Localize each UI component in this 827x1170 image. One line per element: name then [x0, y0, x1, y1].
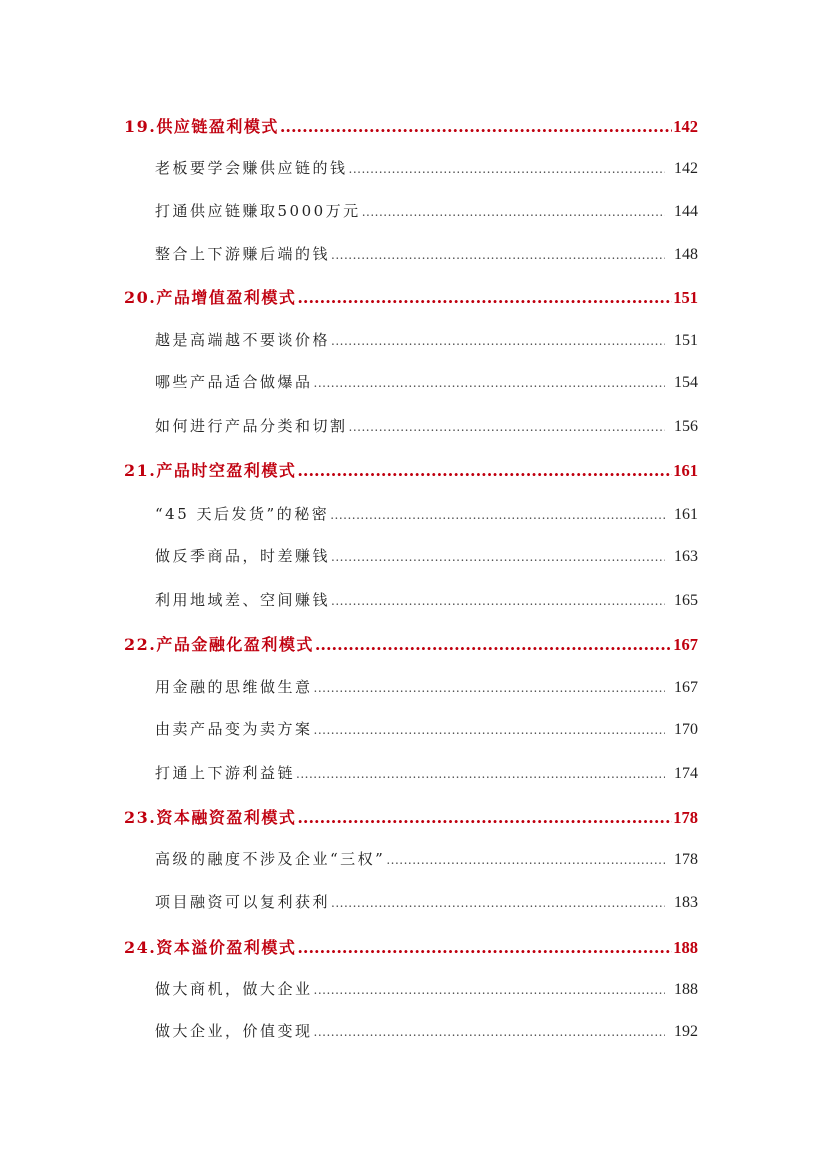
section-page-number: 148 — [674, 246, 698, 263]
chapter-page-number: 188 — [673, 938, 698, 957]
dot-leader — [331, 248, 665, 262]
section-title: 哪些产品适合做爆品 — [155, 373, 313, 391]
section-title: 项目融资可以复利获利 — [155, 893, 331, 911]
chapter-page-number: 161 — [673, 461, 698, 480]
dot-leader — [315, 635, 672, 654]
section-page-number: 165 — [674, 592, 698, 609]
toc-section-entry[interactable] — [155, 891, 698, 912]
dot-leader — [297, 461, 672, 480]
toc-section-entry[interactable] — [155, 371, 698, 392]
dot-leader — [349, 420, 665, 434]
toc-chapter-entry[interactable] — [124, 285, 698, 308]
section-page-number: 170 — [674, 721, 698, 738]
section-title: “45 天后发货”的秘密 — [155, 505, 330, 523]
toc-section-entry[interactable] — [155, 200, 698, 221]
dot-leader — [314, 723, 665, 737]
section-title: 打通上下游利益链 — [155, 764, 296, 782]
dot-leader — [386, 853, 665, 867]
dot-leader — [314, 376, 665, 390]
section-page-number: 167 — [674, 679, 698, 696]
chapter-title: 23.资本融资盈利模式 — [124, 808, 297, 827]
section-page-number: 161 — [674, 506, 698, 523]
toc-section-entry[interactable] — [155, 848, 698, 869]
section-title: 由卖产品变为卖方案 — [155, 720, 313, 738]
toc-section-entry[interactable] — [155, 545, 698, 566]
chapter-title: 20.产品增值盈利模式 — [124, 288, 297, 307]
section-page-number: 154 — [674, 374, 698, 391]
toc-section-entry[interactable] — [155, 329, 698, 350]
chapter-page-number: 142 — [673, 117, 698, 136]
toc-section-entry[interactable] — [155, 503, 698, 524]
section-title: 整合上下游赚后端的钱 — [155, 245, 331, 263]
dot-leader — [297, 288, 672, 307]
dot-leader — [314, 681, 665, 695]
dot-leader — [331, 896, 665, 910]
section-title: 做大企业，价值变现 — [155, 1022, 313, 1040]
section-title: 用金融的思维做生意 — [155, 678, 313, 696]
section-page-number: 151 — [674, 332, 698, 349]
section-title: 老板要学会赚供应链的钱 — [155, 159, 348, 177]
section-title: 如何进行产品分类和切割 — [155, 417, 348, 435]
dot-leader — [314, 1025, 665, 1039]
toc-chapter-entry[interactable] — [124, 935, 698, 958]
chapter-page-number: 178 — [673, 808, 698, 827]
dot-leader — [331, 334, 665, 348]
section-page-number: 163 — [674, 548, 698, 565]
toc-chapter-entry[interactable] — [124, 458, 698, 481]
section-page-number: 183 — [674, 894, 698, 911]
dot-leader — [297, 808, 672, 827]
dot-leader — [280, 117, 672, 136]
section-page-number: 188 — [674, 981, 698, 998]
chapter-title: 19.供应链盈利模式 — [124, 117, 279, 136]
chapter-title: 21.产品时空盈利模式 — [124, 461, 297, 480]
dot-leader — [314, 983, 665, 997]
dot-leader — [296, 767, 665, 781]
dot-leader — [362, 205, 665, 219]
toc-section-entry[interactable] — [155, 978, 698, 999]
toc-section-entry[interactable] — [155, 243, 698, 264]
section-title: 利用地域差、空间赚钱 — [155, 591, 331, 609]
section-page-number: 144 — [674, 203, 698, 220]
section-title: 做大商机，做大企业 — [155, 980, 313, 998]
toc-chapter-entry[interactable] — [124, 805, 698, 828]
toc-section-entry[interactable] — [155, 589, 698, 610]
toc-section-entry[interactable] — [155, 157, 698, 178]
chapter-page-number: 167 — [673, 635, 698, 654]
section-page-number: 174 — [674, 765, 698, 782]
dot-leader — [331, 594, 665, 608]
toc-chapter-entry[interactable] — [124, 632, 698, 655]
toc-section-entry[interactable] — [155, 676, 698, 697]
toc-section-entry[interactable] — [155, 415, 698, 436]
chapter-page-number: 151 — [673, 288, 698, 307]
dot-leader — [297, 938, 672, 957]
section-title: 越是高端越不要谈价格 — [155, 331, 331, 349]
section-page-number: 142 — [674, 160, 698, 177]
toc-chapter-entry[interactable] — [124, 114, 698, 137]
section-page-number: 156 — [674, 418, 698, 435]
toc-section-entry[interactable] — [155, 762, 698, 783]
toc-section-entry[interactable] — [155, 1020, 698, 1041]
section-title: 打通供应链赚取5000万元 — [155, 202, 361, 220]
section-page-number: 178 — [674, 851, 698, 868]
section-title: 高级的融度不涉及企业“三权” — [155, 850, 386, 868]
section-title: 做反季商品，时差赚钱 — [155, 547, 331, 565]
toc-section-entry[interactable] — [155, 718, 698, 739]
dot-leader — [349, 162, 665, 176]
dot-leader — [331, 550, 665, 564]
section-page-number: 192 — [674, 1023, 698, 1040]
dot-leader — [330, 508, 665, 522]
chapter-title: 24.资本溢价盈利模式 — [124, 938, 297, 957]
chapter-title: 22.产品金融化盈利模式 — [124, 635, 314, 654]
